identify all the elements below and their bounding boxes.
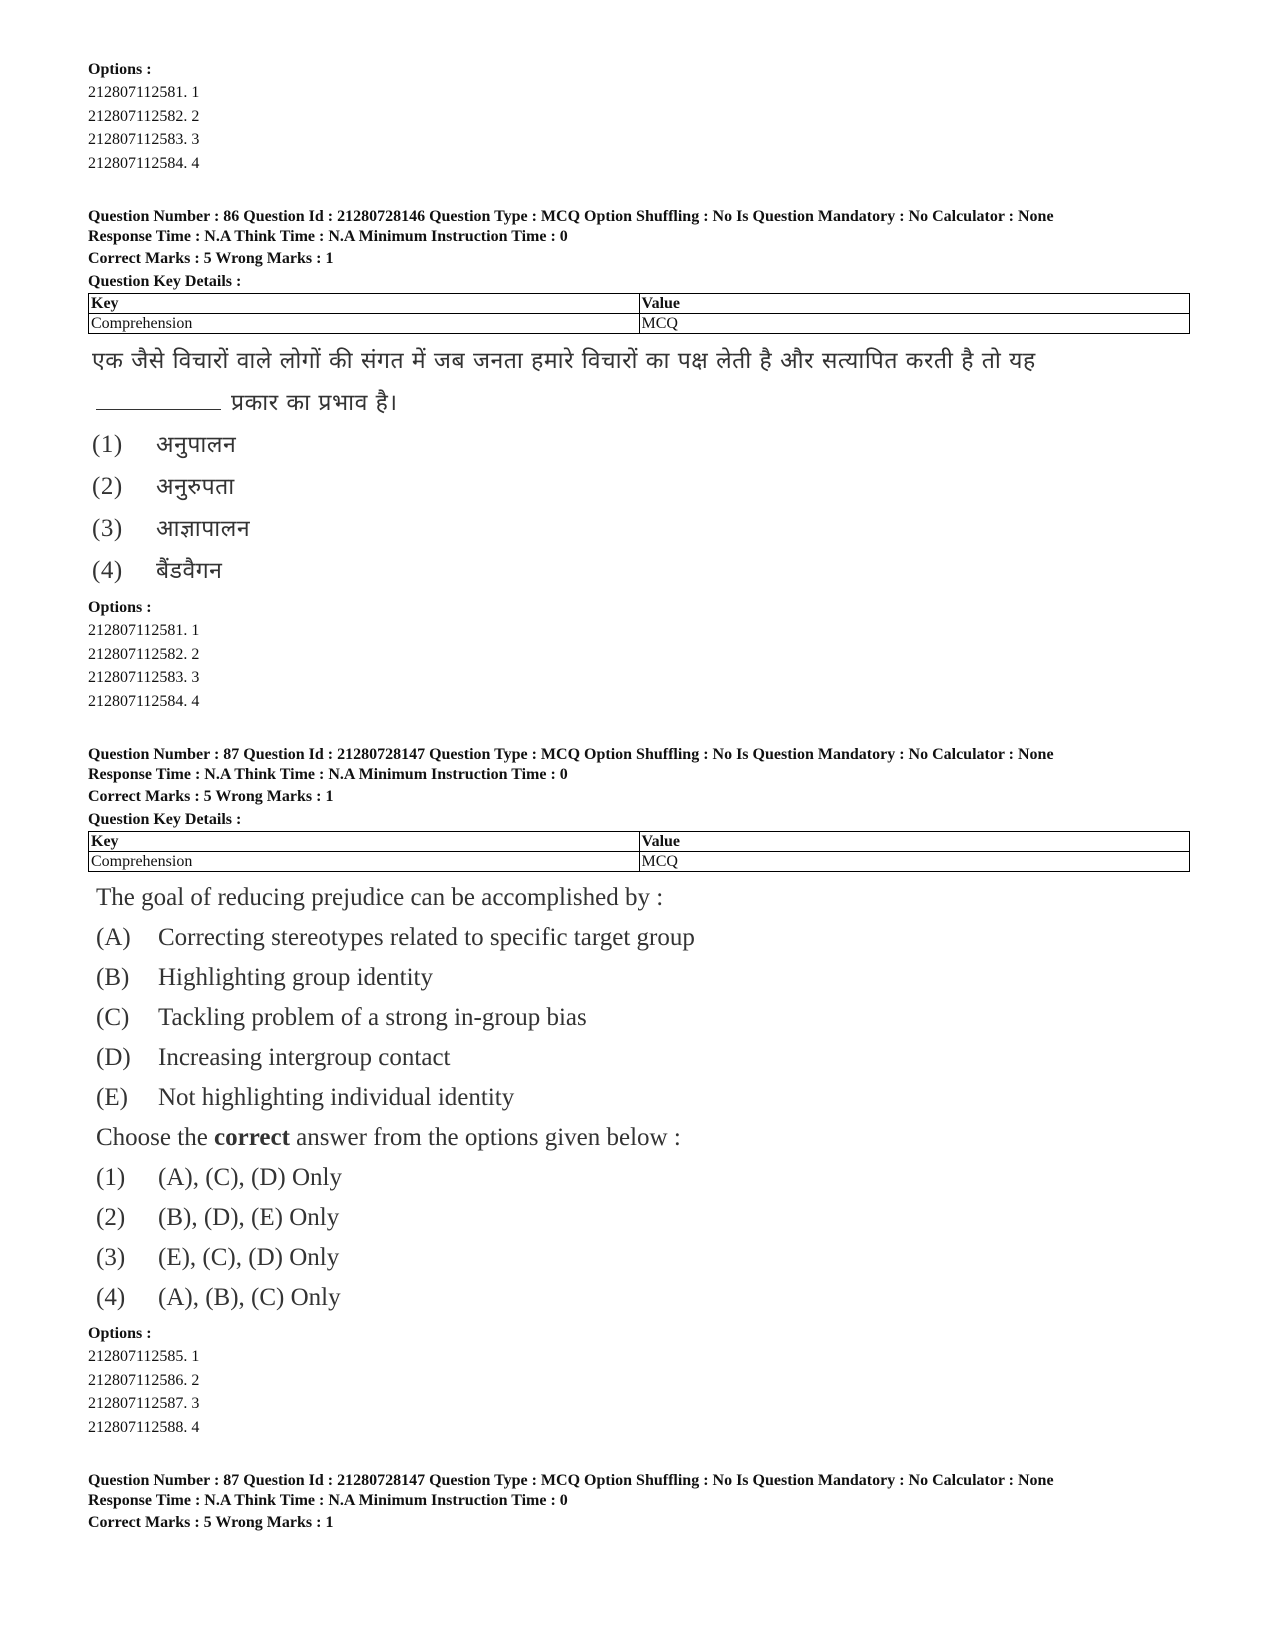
statement-label: (B) xyxy=(96,964,130,991)
key-details-label: Question Key Details : xyxy=(88,810,242,828)
question-86 xyxy=(88,207,1188,713)
document-page xyxy=(88,58,1188,1533)
choice-number: (3) xyxy=(96,1244,126,1271)
choice-number: (2) xyxy=(92,473,123,500)
instruction-emphasis: correct xyxy=(214,1124,290,1151)
option-id: 212807112581. 1 xyxy=(88,84,200,101)
option-id: 212807112581. 1 xyxy=(88,622,200,639)
table-cell-key: Comprehension xyxy=(89,314,640,334)
choice-number: (1) xyxy=(96,1164,126,1191)
statement-text: Correcting stereotypes related to specific target group xyxy=(158,924,695,951)
fill-in-blank xyxy=(96,385,221,410)
key-details-table xyxy=(88,293,1190,334)
table-row xyxy=(89,832,1190,852)
statement-text: Highlighting group identity xyxy=(158,964,433,991)
question-body xyxy=(88,878,1188,1318)
option-id: 212807112582. 2 xyxy=(88,107,200,125)
statement xyxy=(96,998,1188,1038)
answer-choice xyxy=(96,1198,1188,1238)
option-id: 212807112588. 4 xyxy=(88,1418,200,1436)
option-id: 212807112587. 3 xyxy=(88,1395,200,1412)
table-header-key: Key xyxy=(89,294,640,314)
key-details-label: Question Key Details : xyxy=(88,272,242,290)
top-options-block xyxy=(88,58,1188,175)
question-stem-line: एक जैसे विचारों वाले लोगों की संगत में जब जनता हमारे विचारों का पक्ष लेती है और सत्यापित करती है तो यह xyxy=(92,348,1036,374)
choice-text: (A), (C), (D) Only xyxy=(158,1164,342,1191)
question-timing: Response Time : N.A Think Time : N.A Minimum Instruction Time : 0 xyxy=(88,1491,568,1509)
instruction-text: answer from the options given below : xyxy=(289,1124,681,1151)
choice-text: आज्ञापालन xyxy=(156,516,251,542)
option-id: 212807112582. 2 xyxy=(88,645,200,663)
question-stem-line-2 xyxy=(92,382,1188,424)
statement xyxy=(96,958,1188,998)
choice-text: अनुपालन xyxy=(156,432,237,458)
question-meta: Question Number : 87 Question Id : 21280728147 Question Type : MCQ Option Shuffling : No Is Question Mandatory : No Calculator : None xyxy=(88,1472,1054,1489)
option-id: 212807112583. 3 xyxy=(88,669,200,686)
statement-text: Tackling problem of a strong in-group bias xyxy=(158,1004,587,1031)
statement-label: (E) xyxy=(96,1084,128,1111)
choice-number: (3) xyxy=(92,515,123,542)
table-cell-value: MCQ xyxy=(639,314,1190,334)
question-marks: Correct Marks : 5 Wrong Marks : 1 xyxy=(88,250,334,267)
question-stem: The goal of reducing prejudice can be accomplished by : xyxy=(96,884,664,911)
answer-choice xyxy=(96,1238,1188,1278)
option-id: 212807112584. 4 xyxy=(88,692,200,710)
table-cell-key: Comprehension xyxy=(89,852,640,872)
statement-text: Not highlighting individual identity xyxy=(158,1084,515,1111)
table-header-value: Value xyxy=(639,294,1190,314)
options-label: Options : xyxy=(88,1325,152,1342)
statement-label: (A) xyxy=(96,924,131,951)
table-row xyxy=(89,314,1190,334)
choice-text: (E), (C), (D) Only xyxy=(158,1244,340,1271)
question-meta: Question Number : 87 Question Id : 21280728147 Question Type : MCQ Option Shuffling : No Is Question Mandatory : No Calculator : None xyxy=(88,746,1054,763)
choice-number: (4) xyxy=(96,1284,126,1311)
choice-number: (2) xyxy=(96,1204,126,1231)
table-row xyxy=(89,294,1190,314)
choice-number: (4) xyxy=(92,557,123,584)
statement xyxy=(96,918,1188,958)
option-id: 212807112586. 2 xyxy=(88,1371,200,1389)
answer-choice xyxy=(96,1278,1188,1318)
statement xyxy=(96,1078,1188,1118)
table-row xyxy=(89,852,1190,872)
option-id: 212807112583. 3 xyxy=(88,131,200,148)
choice-text: (A), (B), (C) Only xyxy=(158,1284,341,1311)
choice-text: (B), (D), (E) Only xyxy=(158,1204,340,1231)
answer-choice xyxy=(92,424,1188,466)
question-87-repeat xyxy=(88,1471,1188,1533)
statement-text: Increasing intergroup contact xyxy=(158,1044,451,1071)
question-marks: Correct Marks : 5 Wrong Marks : 1 xyxy=(88,788,334,805)
option-id: 212807112585. 1 xyxy=(88,1348,200,1365)
instruction-line xyxy=(96,1118,1188,1158)
answer-choice xyxy=(92,550,1188,592)
question-timing: Response Time : N.A Think Time : N.A Minimum Instruction Time : 0 xyxy=(88,227,568,245)
option-id: 212807112584. 4 xyxy=(88,154,200,172)
question-meta: Question Number : 86 Question Id : 21280728146 Question Type : MCQ Option Shuffling : No Is Question Mandatory : No Calculator : None xyxy=(88,208,1054,225)
question-87 xyxy=(88,745,1188,1439)
statement-label: (D) xyxy=(96,1044,131,1071)
statement xyxy=(96,1038,1188,1078)
table-cell-value: MCQ xyxy=(639,852,1190,872)
answer-choice xyxy=(92,466,1188,508)
question-stem xyxy=(88,340,1188,592)
question-marks: Correct Marks : 5 Wrong Marks : 1 xyxy=(88,1514,334,1531)
instruction-text: Choose the xyxy=(96,1124,215,1151)
question-timing: Response Time : N.A Think Time : N.A Minimum Instruction Time : 0 xyxy=(88,765,568,783)
table-header-value: Value xyxy=(639,832,1190,852)
choice-number: (1) xyxy=(92,431,123,458)
question-stem-line: प्रकार का प्रभाव है। xyxy=(231,390,398,416)
key-details-table xyxy=(88,831,1190,872)
choice-text: अनुरुपता xyxy=(156,474,235,500)
statement-label: (C) xyxy=(96,1004,130,1031)
options-label: Options : xyxy=(88,599,152,616)
answer-choice xyxy=(96,1158,1188,1198)
answer-choice xyxy=(92,508,1188,550)
choice-text: बैंडवैगन xyxy=(156,558,223,584)
table-header-key: Key xyxy=(89,832,640,852)
options-label: Options : xyxy=(88,61,152,78)
